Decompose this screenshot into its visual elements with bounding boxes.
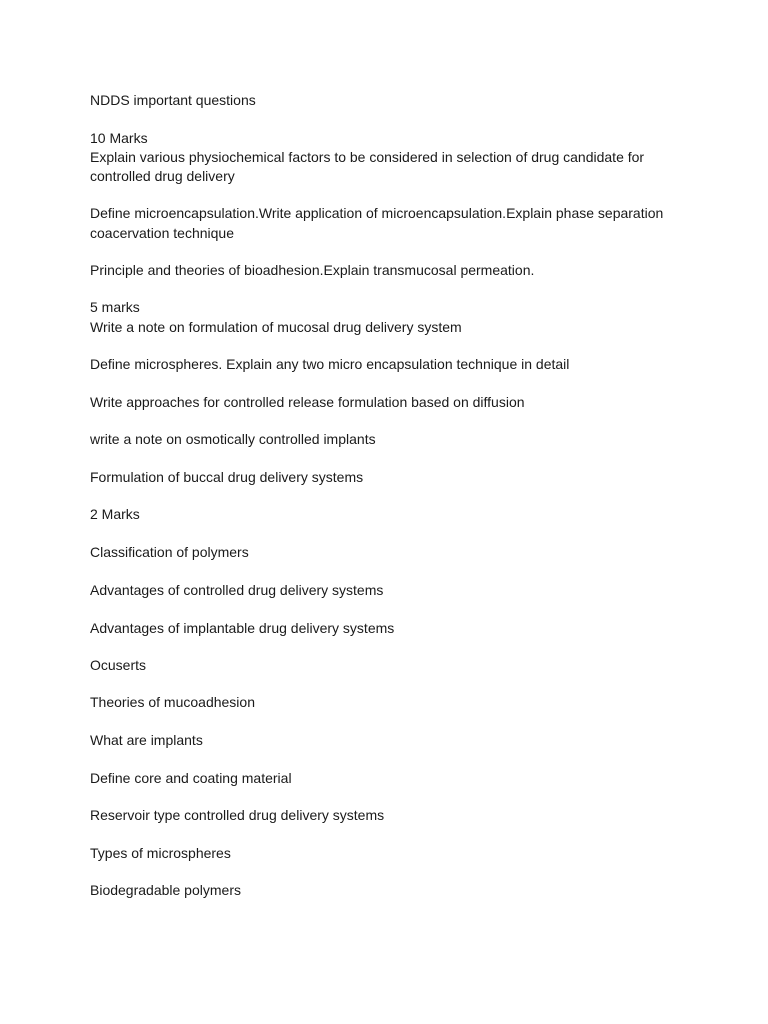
question-line: Ocuserts	[90, 657, 147, 673]
document-title: NDDS important questions	[90, 92, 256, 108]
question-line: Theories of mucoadhesion	[90, 694, 255, 710]
question-line: Principle and theories of bioadhesion.Explain transmucosal permeation.	[90, 262, 535, 278]
section-heading-5-marks: 5 marks	[90, 299, 140, 315]
section-heading-10-marks: 10 Marks	[90, 130, 148, 146]
question-line: Define core and coating material	[90, 770, 292, 786]
question-line: Write approaches for controlled release formulation based on diffusion	[90, 394, 525, 410]
question-line: write a note on osmotically controlled implants	[90, 431, 376, 447]
question-line: Explain various physiochemical factors to be considered in selection of drug candidate for	[90, 149, 645, 165]
question-line: Advantages of implantable drug delivery systems	[90, 620, 395, 636]
question-line: Biodegradable polymers	[90, 882, 241, 898]
question-line: coacervation technique	[90, 225, 234, 241]
question-line: Types of microspheres	[90, 845, 231, 861]
question-line: What are implants	[90, 732, 203, 748]
question-line: Advantages of controlled drug delivery systems	[90, 582, 384, 598]
question-line: Define microencapsulation.Write application of microencapsulation.Explain phase separation	[90, 205, 664, 221]
question-line: Reservoir type controlled drug delivery systems	[90, 807, 385, 823]
question-line: controlled drug delivery	[90, 168, 235, 184]
question-line: Formulation of buccal drug delivery systems	[90, 469, 364, 485]
question-line: Write a note on formulation of mucosal drug delivery system	[90, 319, 462, 335]
section-heading-2-marks: 2 Marks	[90, 506, 140, 522]
question-line: Define microspheres. Explain any two micro encapsulation technique in detail	[90, 356, 570, 372]
question-line: Classification of polymers	[90, 544, 249, 560]
